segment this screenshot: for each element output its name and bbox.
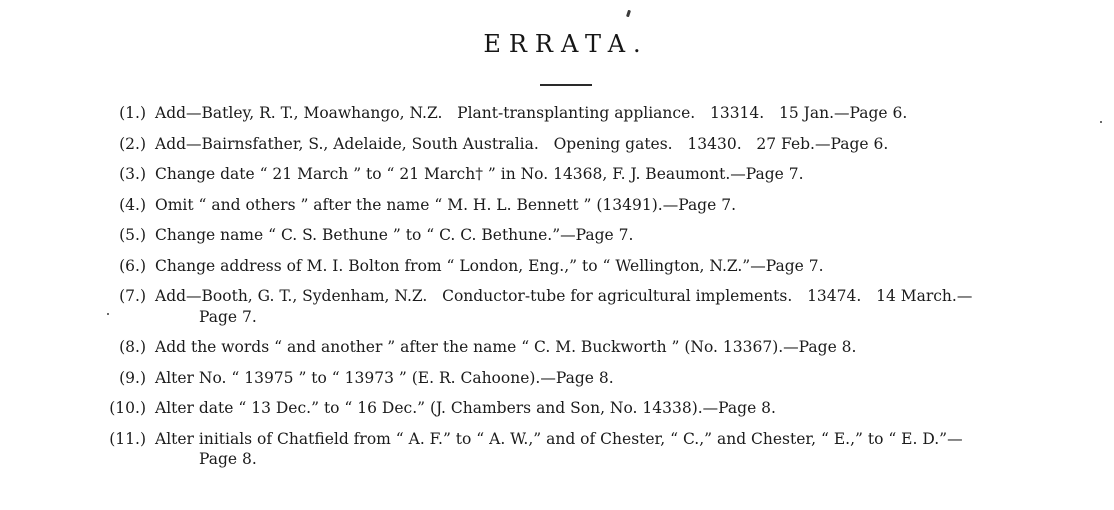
item-number: (1.)	[119, 104, 146, 122]
errata-item	[104, 134, 1066, 155]
errata-item	[104, 429, 1066, 470]
errata-item	[104, 337, 1066, 358]
item-number: (8.)	[119, 338, 146, 356]
item-text	[155, 398, 1066, 419]
item-text-line: Add—Batley, R. T., Moawhango, N.Z. Plant-transplanting appliance. 13314. 15 Jan.—Page 6.	[155, 104, 908, 122]
errata-item	[104, 368, 1066, 389]
errata-list	[0, 103, 1114, 470]
page-title: ERRATA.	[483, 30, 649, 58]
errata-item	[104, 103, 1066, 124]
errata-item	[104, 286, 1066, 327]
errata-item	[104, 225, 1066, 246]
item-text	[155, 429, 1066, 470]
scan-speck	[1100, 121, 1102, 123]
scan-speck	[626, 10, 631, 18]
item-text	[155, 195, 1066, 216]
item-text-line: Alter date “ 13 Dec.” to “ 16 Dec.” (J. Chambers and Son, No. 14338).—Page 8.	[155, 399, 776, 417]
item-text-line: Alter No. “ 13975 ” to “ 13973 ” (E. R. Cahoone).—Page 8.	[155, 368, 614, 387]
item-text	[155, 103, 1066, 124]
title-divider-rule	[540, 84, 592, 86]
item-number: (3.)	[119, 165, 146, 183]
errata-item	[104, 164, 1066, 185]
item-text	[155, 368, 1066, 389]
item-text	[155, 256, 1066, 277]
item-text-continuation: Page 8.	[199, 450, 257, 468]
item-text	[155, 164, 1066, 185]
item-text-line: Add the words “ and another ” after the name “ C. M. Buckworth ” (No. 13367).—Page 8.	[155, 338, 857, 356]
errata-item	[104, 398, 1066, 419]
item-number: (7.)	[119, 287, 146, 305]
item-text-line: Omit “ and others ” after the name “ M. H. L. Bennett ” (13491).—Page 7.	[155, 195, 736, 214]
errata-item	[104, 195, 1066, 216]
item-text-line: Change date “ 21 March ” to “ 21 March† ” in No. 14368, F. J. Beaumont.—Page 7.	[155, 165, 804, 183]
scan-speck	[107, 313, 109, 315]
item-text-line: Add—Booth, G. T., Sydenham, N.Z. Conductor-tube for agricultural implements. 13474. 14 March.—	[155, 287, 973, 305]
item-number: (5.)	[119, 226, 146, 244]
item-text-line: Change name “ C. S. Bethune ” to “ C. C. Bethune.”—Page 7.	[155, 226, 634, 244]
item-number: (9.)	[119, 368, 146, 387]
item-text	[155, 134, 1066, 155]
item-number: (2.)	[119, 134, 146, 153]
item-number: (4.)	[119, 195, 146, 214]
item-text	[155, 337, 1066, 358]
item-text-line: Add—Bairnsfather, S., Adelaide, South Australia. Opening gates. 13430. 27 Feb.—Page 6.	[155, 134, 889, 153]
item-number: (6.)	[119, 256, 146, 275]
item-text-line: Change address of M. I. Bolton from “ London, Eng.,” to “ Wellington, N.Z.”—Page 7.	[155, 256, 824, 275]
item-text-continuation: Page 7.	[199, 307, 257, 326]
errata-item	[104, 256, 1066, 277]
item-number: (10.)	[109, 399, 146, 417]
item-text	[155, 225, 1066, 246]
item-number: (11.)	[109, 429, 146, 448]
item-text	[155, 286, 1066, 327]
item-text-line: Alter initials of Chatfield from “ A. F.” to “ A. W.,” and of Chester, “ C.,” and Chester, “ E.,” to “ E. D.”—	[155, 429, 963, 448]
